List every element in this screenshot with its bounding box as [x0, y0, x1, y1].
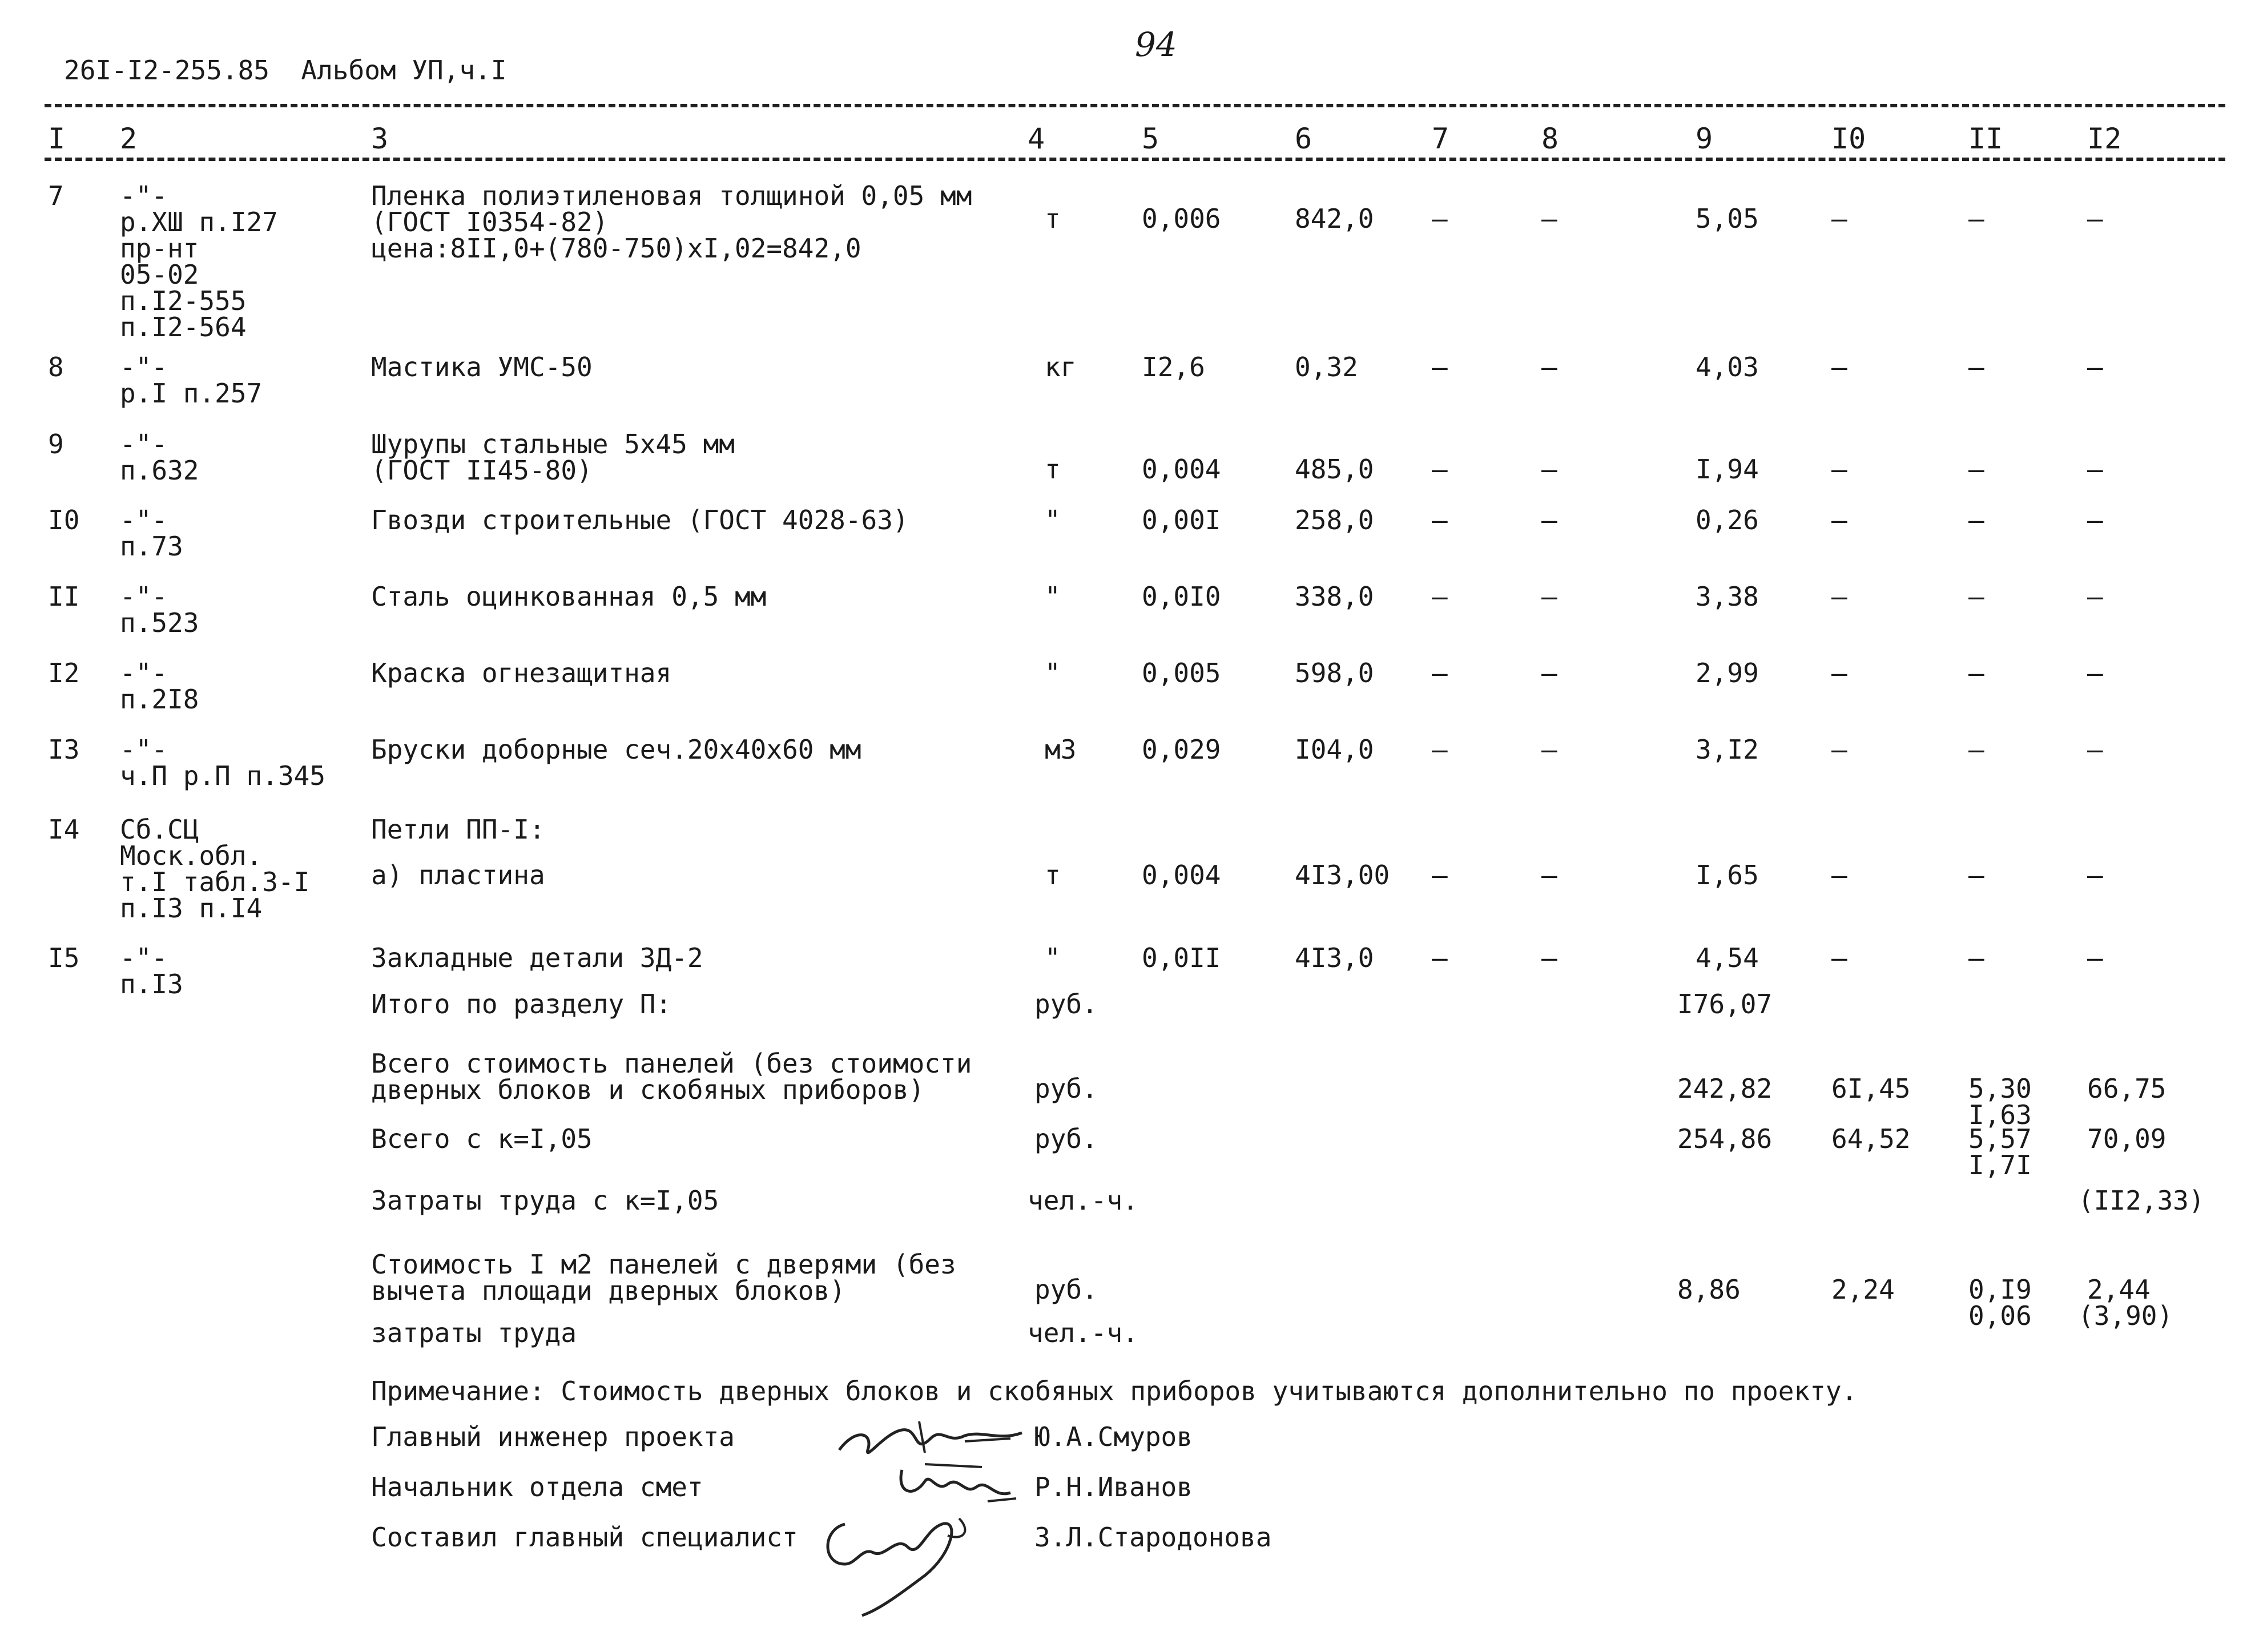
cell-c10: –	[1831, 942, 1847, 973]
column-number-7: 7	[1432, 122, 1449, 155]
cell-c9: I,65	[1696, 860, 1759, 891]
column-number-8: 8	[1541, 122, 1559, 155]
cell-c12: –	[2087, 860, 2103, 891]
cell-c12: –	[2087, 505, 2103, 535]
column-number-10: I0	[1831, 122, 1866, 155]
cell-qty: 0,029	[1142, 734, 1221, 765]
cell-c8: –	[1541, 505, 1557, 535]
cell-price: I04,0	[1295, 734, 1374, 765]
column-number-12: I2	[2087, 122, 2122, 155]
cell-no: I4	[48, 814, 80, 845]
cell-price: 598,0	[1295, 658, 1374, 688]
summary-label: Стоимость I м2 панелей с дверями (без вычета площади дверных блоков)	[371, 1249, 956, 1306]
summary-unit: руб.	[1034, 989, 1098, 1020]
cell-no: 9	[48, 429, 64, 460]
cell-ref: -"- п.I3	[120, 942, 183, 1000]
cell-c11: –	[1968, 734, 1984, 765]
cell-name: а) пластина	[371, 860, 545, 891]
summary-unit: руб.	[1034, 1123, 1098, 1154]
cell-ref: -"- ч.П р.П п.345	[120, 734, 326, 791]
cell-unit: "	[1045, 505, 1061, 535]
cell-no: I2	[48, 658, 80, 688]
cell-qty: 0,004	[1142, 454, 1221, 485]
cell-no: I3	[48, 734, 80, 765]
cell-qty: I2,6	[1142, 352, 1205, 382]
note: Примечание: Стоимость дверных блоков и скобяных приборов учитываются дополнительно по проекту.	[371, 1376, 1858, 1407]
summary-label: Всего стоимость панелей (без стоимости дверных блоков и скобяных приборов)	[371, 1048, 972, 1105]
summary-c10: 64,52	[1831, 1123, 1911, 1154]
signature-name-3: З.Л.Стародонова	[1034, 1522, 1272, 1553]
cell-c12: –	[2087, 203, 2103, 234]
summary-label: затраты труда	[371, 1317, 577, 1348]
cell-c7: –	[1432, 942, 1448, 973]
cell-c8: –	[1541, 581, 1557, 612]
cell-ref: -"- р.I п.257	[120, 352, 263, 409]
cell-name: Бруски доборные сеч.20x40x60 мм	[371, 734, 861, 765]
document-code: 26I-I2-255.85 Альбом УП,ч.I	[64, 55, 507, 86]
column-number-6: 6	[1295, 122, 1312, 155]
header-rule-bottom	[45, 158, 2225, 161]
cell-c8: –	[1541, 454, 1557, 485]
cell-qty: 0,005	[1142, 658, 1221, 688]
cell-c10: –	[1831, 505, 1847, 535]
cell-name: Краска огнезащитная	[371, 658, 672, 688]
summary-c12: (II2,33)	[2078, 1185, 2205, 1216]
summary-c10: 2,24	[1831, 1274, 1895, 1305]
cell-c10: –	[1831, 734, 1847, 765]
summary-c12: 66,75	[2087, 1073, 2167, 1104]
cell-c7: –	[1432, 352, 1448, 382]
summary-c12: 70,09	[2087, 1123, 2167, 1154]
cell-c8: –	[1541, 658, 1557, 688]
cell-ref: -"- п.73	[120, 505, 183, 562]
cell-qty: 0,004	[1142, 860, 1221, 891]
handwritten-signature-3	[811, 1501, 982, 1627]
cell-name: Сталь оцинкованная 0,5 мм	[371, 581, 767, 612]
cell-c7: –	[1432, 581, 1448, 612]
cell-c12: –	[2087, 352, 2103, 382]
cell-ref: -"- п.523	[120, 581, 199, 638]
cell-unit: т	[1045, 203, 1061, 234]
signature-role-2: Начальник отдела смет	[371, 1472, 703, 1502]
signature-name-1: Ю.А.Смуров	[1034, 1421, 1193, 1452]
cell-no: 7	[48, 180, 64, 211]
cell-ref: -"- п.632	[120, 429, 199, 486]
cell-c11: –	[1968, 505, 1984, 535]
cell-price: 4I3,0	[1295, 942, 1374, 973]
cell-c9: I,94	[1696, 454, 1759, 485]
cell-price: 4I3,00	[1295, 860, 1390, 891]
cell-c10: –	[1831, 454, 1847, 485]
cell-c7: –	[1432, 454, 1448, 485]
cell-c9: 4,03	[1696, 352, 1759, 382]
cell-c7: –	[1432, 505, 1448, 535]
summary-label: Итого по разделу П:	[371, 989, 672, 1020]
summary-c10: 6I,45	[1831, 1073, 1911, 1104]
summary-c12: 2,44	[2087, 1274, 2151, 1305]
cell-unit: "	[1045, 658, 1061, 688]
cell-c12: –	[2087, 454, 2103, 485]
summary-unit: руб.	[1034, 1274, 1098, 1305]
cell-c10: –	[1831, 352, 1847, 382]
cell-c7: –	[1432, 734, 1448, 765]
cell-c10: –	[1831, 203, 1847, 234]
cell-c8: –	[1541, 352, 1557, 382]
cell-price: 338,0	[1295, 581, 1374, 612]
cell-c11: –	[1968, 658, 1984, 688]
cell-c11: –	[1968, 942, 1984, 973]
summary-label: Затраты труда с к=I,05	[371, 1185, 719, 1216]
cell-c8: –	[1541, 734, 1557, 765]
cell-price: 485,0	[1295, 454, 1374, 485]
cell-c12: –	[2087, 942, 2103, 973]
cell-ref: -"- р.ХШ п.I27 пр-нт 05-02 п.I2-555 п.I2-564	[120, 180, 278, 343]
cell-c12: –	[2087, 734, 2103, 765]
summary-c9: 8,86	[1677, 1274, 1741, 1305]
cell-c9: 4,54	[1696, 942, 1759, 973]
cell-c9: 2,99	[1696, 658, 1759, 688]
cell-unit: кг	[1045, 352, 1077, 382]
cell-name: Пленка полиэтиленовая толщиной 0,05 мм (ГОСТ I0354-82) цена:8II,0+(780-750)xI,02=842,0	[371, 180, 972, 264]
cell-no: I5	[48, 942, 80, 973]
cell-unit: "	[1045, 942, 1061, 973]
cell-c11: –	[1968, 860, 1984, 891]
summary-c9: 242,82	[1677, 1073, 1773, 1104]
column-number-1: I	[48, 122, 66, 155]
cell-name: Закладные детали ЗД-2	[371, 942, 703, 973]
summary-c11: 5,57 I,7I	[1968, 1123, 2032, 1180]
cell-c11: –	[1968, 203, 1984, 234]
cell-price: 842,0	[1295, 203, 1374, 234]
cell-c7: –	[1432, 658, 1448, 688]
column-number-3: 3	[371, 122, 389, 155]
cell-price: 258,0	[1295, 505, 1374, 535]
cell-c9: 3,I2	[1696, 734, 1759, 765]
signature-role-1: Главный инженер проекта	[371, 1421, 735, 1452]
cell-c7: –	[1432, 860, 1448, 891]
cell-name: Мастика УМС-50	[371, 352, 593, 382]
column-number-5: 5	[1142, 122, 1159, 155]
cell-c8: –	[1541, 203, 1557, 234]
page-number: 94	[1135, 25, 1177, 64]
cell-c9: 3,38	[1696, 581, 1759, 612]
summary-unit: руб.	[1034, 1073, 1098, 1104]
cell-c8: –	[1541, 942, 1557, 973]
cell-name: Петли ПП-I:	[371, 814, 545, 845]
cell-no: I0	[48, 505, 80, 535]
cell-qty: 0,0II	[1142, 942, 1221, 973]
cell-no: 8	[48, 352, 64, 382]
cell-unit: "	[1045, 581, 1061, 612]
summary-c11: 0,I9 0,06	[1968, 1274, 2032, 1331]
cell-c10: –	[1831, 658, 1847, 688]
cell-unit: т	[1045, 860, 1061, 891]
cell-qty: 0,0I0	[1142, 581, 1221, 612]
cell-c11: –	[1968, 454, 1984, 485]
cell-ref: Сб.СЦ Моск.обл. т.I табл.3-I п.I3 п.I4	[120, 814, 310, 924]
cell-unit: т	[1045, 454, 1061, 485]
signature-name-2: Р.Н.Иванов	[1034, 1472, 1193, 1502]
cell-price: 0,32	[1295, 352, 1358, 382]
cell-qty: 0,00I	[1142, 505, 1221, 535]
summary-c9: 254,86	[1677, 1123, 1773, 1154]
summary-unit: чел.-ч.	[1028, 1317, 1138, 1348]
cell-c10: –	[1831, 581, 1847, 612]
cell-ref: -"- п.2I8	[120, 658, 199, 715]
header-rule-top	[45, 104, 2225, 107]
summary-c11: 5,30 I,63	[1968, 1073, 2032, 1130]
cell-name: Гвозди строительные (ГОСТ 4028-63)	[371, 505, 909, 535]
cell-name: Шурупы стальные 5x45 мм (ГОСТ II45-80)	[371, 429, 735, 486]
summary-c9: I76,07	[1677, 989, 1773, 1020]
cell-c10: –	[1831, 860, 1847, 891]
signature-role-3: Составил главный специалист	[371, 1522, 798, 1553]
cell-c11: –	[1968, 352, 1984, 382]
cell-c11: –	[1968, 581, 1984, 612]
cell-c9: 0,26	[1696, 505, 1759, 535]
column-number-9: 9	[1696, 122, 1713, 155]
cell-c12: –	[2087, 658, 2103, 688]
column-number-11: II	[1968, 122, 2003, 155]
cell-qty: 0,006	[1142, 203, 1221, 234]
cell-c8: –	[1541, 860, 1557, 891]
cell-c7: –	[1432, 203, 1448, 234]
summary-c12: (3,90)	[2078, 1300, 2173, 1331]
column-number-2: 2	[120, 122, 138, 155]
summary-unit: чел.-ч.	[1028, 1185, 1138, 1216]
cell-c9: 5,05	[1696, 203, 1759, 234]
cell-c12: –	[2087, 581, 2103, 612]
column-number-4: 4	[1028, 122, 1045, 155]
cell-unit: м3	[1045, 734, 1077, 765]
summary-label: Всего с к=I,05	[371, 1123, 593, 1154]
cell-no: II	[48, 581, 80, 612]
